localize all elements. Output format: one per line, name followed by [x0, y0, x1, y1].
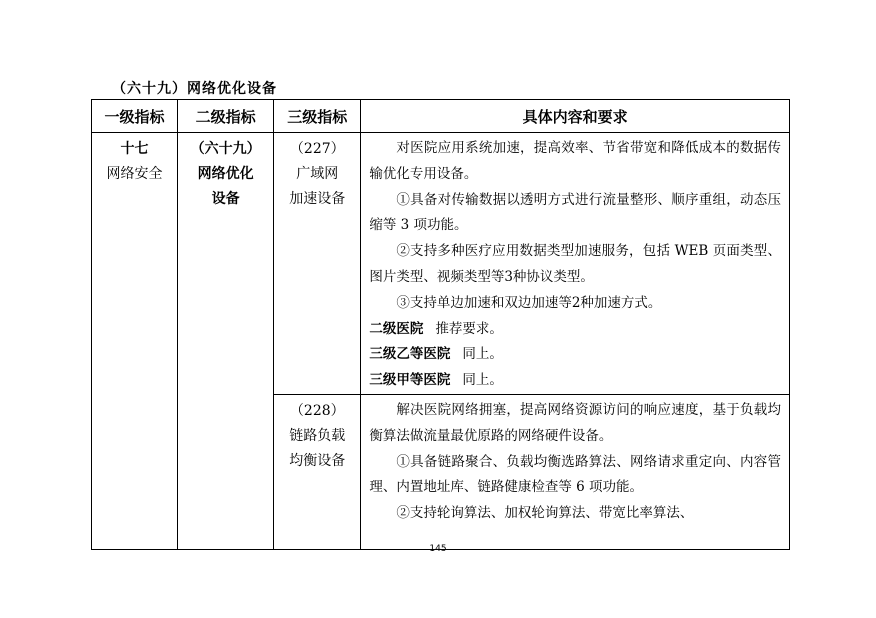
indicator-table	[91, 99, 790, 550]
level1-name: 网络安全	[106, 166, 163, 182]
level3-name-line2: 加速设备	[289, 191, 346, 207]
level2-number: （六十九）	[190, 141, 261, 157]
hospital-level-label: 三级甲等医院	[369, 372, 451, 389]
level3-cell	[274, 133, 361, 395]
table-row	[92, 133, 790, 395]
content-paragraph: ①具备对传输数据以透明方式进行流量整形、顺序重组，动态压缩等 3 项功能。	[369, 191, 781, 234]
section-heading: （六十九）网络优化设备	[112, 81, 277, 97]
level1-cell	[92, 133, 178, 550]
content-paragraph: ③支持单边加速和双边加速等2种加速方式。	[396, 294, 662, 311]
hospital-level-value: 同上。	[462, 346, 503, 363]
hospital-level-line	[369, 342, 781, 368]
level3-name-line2: 均衡设备	[289, 452, 346, 469]
level3-cell	[274, 394, 361, 549]
level2-name-line2: 设备	[211, 191, 240, 207]
hospital-level-line	[369, 368, 781, 394]
content-paragraph: ②支持轮询算法、加权轮询算法、带宽比率算法、	[396, 505, 694, 522]
hospital-level-label: 三级乙等医院	[369, 346, 451, 363]
content-paragraph: ②支持多种医疗应用数据类型加速服务，包括 WEB 页面类型、图片类型、视频类型等3种协议类型。	[369, 243, 781, 285]
header-content: 具体内容和要求	[361, 100, 790, 133]
level3-name-line1: 链路负载	[289, 427, 346, 444]
hospital-level-line	[369, 317, 781, 343]
content-paragraph: ①具备链路聚合、负载均衡选路算法、网络请求重定向、内容管理、内置地址库、链路健康检查等 6 项功能。	[369, 453, 781, 496]
level2-name-line1: 网络优化	[197, 166, 254, 182]
level3-name-line1: 广域网	[296, 166, 339, 182]
hospital-level-value: 推荐要求。	[435, 320, 503, 337]
content-paragraph: 对医院应用系统加速，提高效率、节省带宽和降低成本的数据传输优化专用设备。	[369, 140, 781, 182]
header-level2: 二级指标	[178, 100, 274, 133]
content-cell	[361, 394, 790, 549]
level1-number: 十七	[120, 141, 149, 157]
content-paragraph: 解决医院网络拥塞，提高网络资源访问的响应速度，基于负载均衡算法做流量最优原路的网络硬件设备。	[369, 401, 781, 444]
content-cell	[361, 133, 790, 395]
header-level3: 三级指标	[274, 100, 361, 133]
level3-number: （227）	[289, 141, 345, 157]
page-number: 145	[429, 544, 447, 554]
hospital-level-value: 同上。	[462, 372, 503, 389]
hospital-level-label: 二级医院	[369, 320, 424, 337]
table-header-row	[92, 100, 790, 133]
level3-number: （228）	[289, 402, 345, 419]
level2-cell	[178, 133, 274, 550]
header-level1: 一级指标	[92, 100, 178, 133]
